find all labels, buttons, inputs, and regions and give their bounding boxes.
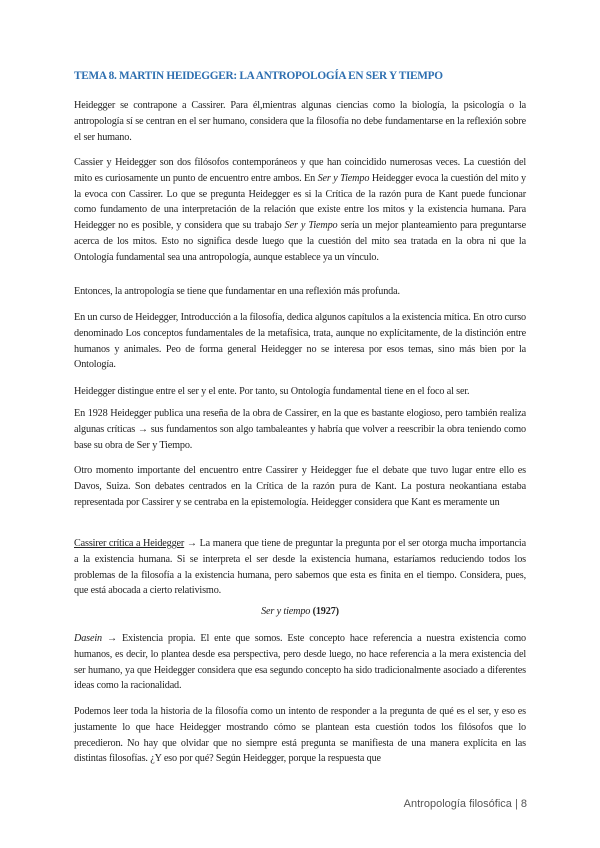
p2-text-e: sería un mejor planteamiento para preguntarse acerca de los mitos. Esto no significa desde luego que la cuestión del mito sea tratada en la obra ni que la Ontología fundamental sea una antropología, aunque establece ya un vínculo. [74, 220, 526, 263]
paragraph-7: Otro momento importante del encuentro entre Cassirer y Heidegger fue el debate que tuvo lugar entre ello es Davos, Suiza. Son debates centrados en la Crítica de la razón pura de Kant. La postura neokantiana estaba representada por Cassirer y se centraba en la epistemología. Heidegger considera que Kant es meramente un [74, 465, 526, 508]
dasein-term: Dasein [74, 633, 102, 644]
p2-text-a: Cassier y Heidegger son dos filósofos contemporáneos y que han coincidido numerosas veces. La cuestión del mito es curiosamente un punto de encuentro entre ambos. En [74, 157, 526, 184]
page-footer: Antropología filosófica | 8 [403, 798, 527, 810]
paragraph-5: Heidegger distingue entre el ser y el ente. Por tanto, su Ontología fundamental tiene en el foco al ser. [74, 386, 470, 397]
p2-text-c: Heidegger evoca la cuestión del mito y la evoca con Cassirer. Lo que se pregunta Heidegger es si la Crítica de la razón pura de Kant puede funcionar como fundamento de una interpretación de la relación que existe entre los mitos y la existencia humana. Para Heidegger no es posible, y considera que su trabajo [74, 172, 526, 232]
p2-italic-title-1: Ser y Tiempo [317, 172, 370, 184]
paragraph-2 [74, 155, 526, 266]
paragraph-6: En 1928 Heidegger publica una reseña de la obra de Cassirer, en la que es bastante elogioso, pero también realiza algunas críticas → sus fundamentos son algo tambaleantes y habría que volver a reescribir la obra teniendo como base su obra de Ser y Tiempo. [74, 408, 526, 451]
paragraph-8 [74, 536, 526, 599]
cassirer-critica-label: Cassirer crítica a Heidegger [74, 538, 185, 549]
document-title: TEMA 8. MARTIN HEIDEGGER: LA ANTROPOLOGÍA EN SER Y TIEMPO [74, 70, 443, 82]
paragraph-10: Podemos leer toda la historia de la filosofía como un intento de responder a la pregunta de qué es el ser, y eso es justamente lo que hace Heidegger mostrando cómo se plantean esta cuestión todos los filósofos que lo precedieron. No hay que olvidar que no siempre está pregunta se manifiesta de una manera explícita en las distintas filosofías. ¿Y eso por qué? Según Heidegger, porque la respuesta que [74, 706, 526, 765]
p8-text: → La manera que tiene de preguntar la pregunta por el ser otorga mucha importancia a la existencia humana. Si se interpreta el ser desde la existencia humana, estaríamos reduciendo todos los problemas de la filosofía a la existencia humana, pero sabemos que esta es finita en el tiempo. Considera, pues, que está abocada a cierto relativismo. [74, 538, 526, 597]
paragraph-4: En un curso de Heidegger, Introducción a la filosofía, dedica algunos capítulos a la existencia mítica. En otro curso denominado Los conceptos fundamentales de la metafísica, trata, aunque no explícitamente, de la distinción entre humanos y animales. Peo de forma general Heidegger no se interesa por esos temas, sino más bien por la Ontología. [74, 312, 526, 371]
paragraph-3: Entonces, la antropología se tiene que fundamentar en una reflexión más profunda. [74, 286, 400, 297]
heading-title: Ser y tiempo [261, 606, 311, 617]
paragraph-9 [74, 631, 526, 694]
section-heading [74, 604, 526, 620]
heading-year: (1927) [310, 606, 339, 617]
paragraph-1: Heidegger se contrapone a Cassirer. Para él,mientras algunas ciencias como la biología, la psicología o la antropología sí se centran en el ser humano, considera que la filosofía no debe fundamentarse en la reflexión sobre el ser humano. [74, 100, 526, 143]
p2-italic-title-2: Ser y Tiempo [284, 220, 338, 232]
p9-text: → Existencia propia. El ente que somos. Este concepto hace referencia a nuestra existencia como humanos, es decir, lo plantea desde esa perspectiva, pero desde luego, no hace referencia a la mera existencia del ser humano, ya que Heidegger considera que esa segundo concepto ha sido tradicionalmente asociado a diferentes ideas como la racionalidad. [74, 633, 526, 692]
